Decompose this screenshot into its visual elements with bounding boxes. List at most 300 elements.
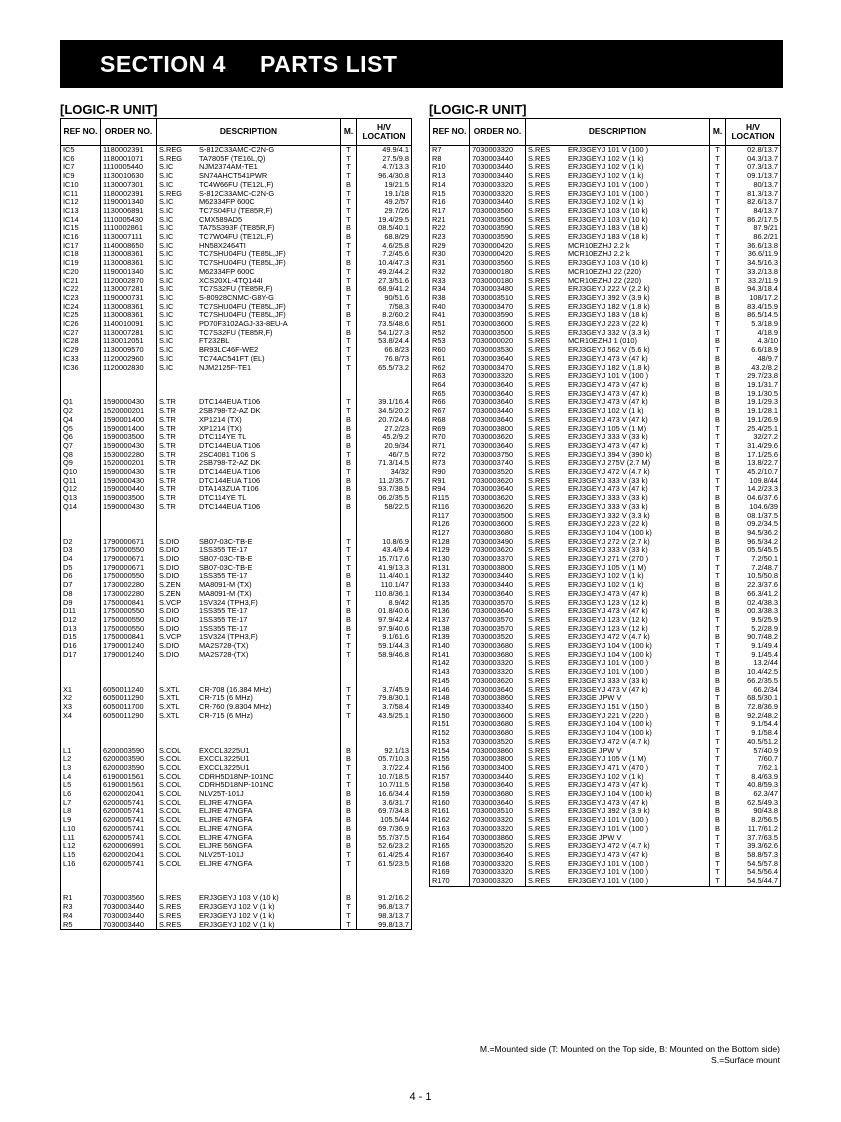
part-type: S.RES (528, 441, 551, 450)
table-row (430, 729, 781, 738)
order-no-cell: 6200005741 (101, 834, 157, 843)
location-cell: 13.8/22.7 (726, 459, 781, 468)
part-description: TA7805F (TE16L,Q) (199, 154, 266, 163)
part-type: S.RES (528, 346, 551, 355)
order-no-cell: 1730002280 (101, 581, 157, 590)
ref-no-cell (61, 868, 101, 877)
part-description: CR-715 (6 MHz) (199, 711, 253, 720)
order-no-cell: 1590003500 (101, 494, 157, 503)
table-row (61, 494, 412, 503)
mounted-side-cell: T (710, 694, 726, 703)
mounted-side-cell: T (710, 485, 726, 494)
ref-no-cell: X2 (61, 694, 101, 703)
part-type: S.RES (528, 415, 551, 424)
mounted-side-cell: B (710, 529, 726, 538)
location-cell: 68.9/41.2 (357, 285, 412, 294)
part-description: FT232BL (199, 337, 230, 346)
ref-no-cell: Q4 (61, 416, 101, 425)
description-cell (157, 285, 341, 294)
part-description: SB07-03C-TB-E (199, 563, 253, 572)
part-description: 1SS355 TE-17 (199, 572, 248, 581)
mounted-side-cell: B (341, 485, 357, 494)
mounted-side-cell: T (341, 346, 357, 355)
part-type: S.IC (159, 293, 174, 302)
mounted-side-cell: B (710, 633, 726, 642)
order-no-cell: 6200003590 (101, 747, 157, 756)
location-cell: 66.2/35.5 (726, 677, 781, 686)
part-type: S.RES (528, 494, 551, 503)
description-cell (526, 616, 710, 625)
table-row (430, 773, 781, 782)
part-type: S.RES (528, 598, 551, 607)
table-row (430, 599, 781, 608)
order-no-cell: 1130007111 (101, 233, 157, 242)
order-no-cell: 1180001071 (101, 155, 157, 164)
location-cell: 94.5/36.2 (726, 529, 781, 538)
description-cell (157, 442, 341, 451)
table-row (61, 738, 412, 747)
mounted-side-cell: B (341, 433, 357, 442)
order-no-cell: 7030003510 (470, 294, 526, 303)
mounted-side-cell (341, 659, 357, 668)
location-cell: 19/21.5 (357, 181, 412, 190)
description-cell (157, 921, 341, 930)
ref-no-cell: R138 (430, 625, 470, 634)
part-description: ERJ3GEYJ 102 V (1 k) (568, 572, 644, 581)
table-row (61, 599, 412, 608)
table-row (430, 468, 781, 477)
location-cell: 97.9/40.6 (357, 625, 412, 634)
location-cell: 09.2/34.5 (726, 520, 781, 529)
location-cell: 37.7/63.5 (726, 834, 781, 843)
table-row (430, 172, 781, 181)
order-no-cell: 7030003320 (470, 825, 526, 834)
location-cell: 3.7/22.4 (357, 764, 412, 773)
description-cell (157, 807, 341, 816)
ref-no-cell (61, 720, 101, 729)
part-type: S.ZEN (159, 581, 181, 590)
description-cell (526, 755, 710, 764)
part-description: ERJ3GEYJ 102 V (1 k) (568, 772, 644, 781)
location-cell: 53.8/24.4 (357, 337, 412, 346)
ref-no-cell: R51 (430, 320, 470, 329)
description-cell (526, 250, 710, 259)
order-no-cell: 6200005741 (101, 825, 157, 834)
ref-no-cell: R154 (430, 747, 470, 756)
order-no-cell: 1120002830 (101, 364, 157, 373)
description-cell (526, 581, 710, 590)
part-type: S.DIO (159, 555, 180, 564)
location-cell: 10.8/6.9 (357, 538, 412, 547)
table-row (61, 921, 412, 930)
ref-no-cell: R152 (430, 729, 470, 738)
table-row (430, 259, 781, 268)
part-description: ERJ3GEYJ 104 V (100 k) (568, 720, 652, 729)
order-no-cell: 7030003320 (470, 146, 526, 155)
description-cell (157, 877, 341, 886)
mounted-side-cell: T (710, 860, 726, 869)
table-row (61, 546, 412, 555)
mounted-side-cell: B (710, 303, 726, 312)
order-no-cell: 6050011290 (101, 712, 157, 721)
location-cell: 96.5/34.2 (726, 538, 781, 547)
part-description: ERJ3GEYJ 151 V (150 ) (568, 703, 649, 711)
table-row (61, 851, 412, 860)
ref-no-cell: R34 (430, 285, 470, 294)
ref-no-cell: R143 (430, 668, 470, 677)
part-description: DTA143ZUA T106 (199, 485, 259, 494)
part-description: ERJ3GEYJ 102 V (1 k) (568, 154, 644, 163)
description-cell (526, 868, 710, 877)
mounted-side-cell: B (710, 451, 726, 460)
order-no-cell: 1190000731 (101, 294, 157, 303)
order-no-cell: 7030003590 (470, 224, 526, 233)
mounted-side-cell: T (341, 451, 357, 460)
ref-no-cell: R70 (430, 433, 470, 442)
header-ref-no: REF NO. (430, 119, 470, 146)
part-type: S.RES (528, 528, 551, 537)
ref-no-cell: R7 (430, 146, 470, 155)
table-row (61, 381, 412, 390)
mounted-side-cell (341, 877, 357, 886)
location-cell: 43.5/25.1 (357, 712, 412, 721)
location-cell: 54.5/57.8 (726, 860, 781, 869)
part-description: ERJ3GEYJ 332 V (3.3 k) (568, 511, 650, 520)
part-type: S.RES (528, 537, 551, 546)
ref-no-cell: L9 (61, 816, 101, 825)
description-cell (526, 625, 710, 634)
order-no-cell: 7030003620 (470, 477, 526, 486)
order-no-cell: 6200005741 (101, 799, 157, 808)
description-cell (526, 677, 710, 686)
mounted-side-cell: T (710, 224, 726, 233)
description-cell (157, 337, 341, 346)
table-row (61, 172, 412, 181)
part-description: ERJ3GEYJ 102 V (1 k) (199, 920, 275, 929)
part-type: S.RES (528, 781, 551, 790)
part-type: S.IC (159, 285, 174, 294)
order-no-cell (101, 390, 157, 399)
part-type: S.DIO (159, 650, 180, 659)
mounted-side-cell: B (341, 494, 357, 503)
location-cell: 22.3/37.6 (726, 581, 781, 590)
order-no-cell: 7030003600 (470, 320, 526, 329)
table-row (61, 285, 412, 294)
part-type: S.TR (159, 424, 176, 433)
part-type: S.COL (159, 781, 182, 790)
table-row (430, 520, 781, 529)
ref-no-cell: D4 (61, 555, 101, 564)
location-cell: 09.1/13.7 (726, 172, 781, 181)
ref-no-cell: Q5 (61, 425, 101, 434)
ref-no-cell: R127 (430, 529, 470, 538)
ref-no-cell: R94 (430, 485, 470, 494)
description-cell (526, 442, 710, 451)
part-type: S.COL (159, 746, 182, 755)
table-row (430, 868, 781, 877)
order-no-cell: 7030003750 (470, 451, 526, 460)
description-cell (157, 355, 341, 364)
description-cell (157, 851, 341, 860)
table-row (61, 442, 412, 451)
table-row (61, 155, 412, 164)
ref-no-cell: R32 (430, 268, 470, 277)
location-cell: 31.4/29.6 (726, 442, 781, 451)
location-cell: 10.7/18.5 (357, 773, 412, 782)
location-cell: 54.5/56.4 (726, 868, 781, 877)
ref-no-cell: X4 (61, 712, 101, 721)
part-type: S.IC (159, 346, 174, 355)
ref-no-cell: R16 (430, 198, 470, 207)
ref-no-cell: IC7 (61, 163, 101, 172)
part-description: ELJRE 47NGFA (199, 859, 253, 868)
description-cell (526, 834, 710, 843)
part-description: ERJ3GEYJ 101 V (100 ) (568, 816, 649, 825)
location-cell: 96.8/13.7 (357, 903, 412, 912)
location-cell: 11.7/61.2 (726, 825, 781, 834)
mounted-side-cell: T (710, 834, 726, 843)
footnote-mounted-side: M.=Mounted side (T: Mounted on the Top side, B: Mounted on the Bottom side) (479, 1044, 780, 1054)
table-row (430, 494, 781, 503)
ref-no-cell: IC23 (61, 294, 101, 303)
description-cell (157, 903, 341, 912)
part-description: ERJ3GEYJ 123 V (12 k) (568, 598, 648, 607)
location-cell: 84/13.7 (726, 207, 781, 216)
section-title: PARTS LIST (260, 51, 398, 77)
part-description: EXCCL3225U1 (199, 746, 250, 755)
order-no-cell: 7030003640 (470, 799, 526, 808)
part-type: S.RES (528, 145, 551, 154)
description-cell (157, 242, 341, 251)
mounted-side-cell: T (341, 633, 357, 642)
part-type: S.IC (159, 198, 174, 207)
table-row (61, 355, 412, 364)
order-no-cell: 7030003440 (470, 163, 526, 172)
table-row (430, 720, 781, 729)
ref-no-cell: R163 (430, 825, 470, 834)
part-type: S.RES (528, 555, 551, 564)
description-cell (157, 155, 341, 164)
table-row (61, 590, 412, 599)
mounted-side-cell: B (710, 825, 726, 834)
description-cell (157, 207, 341, 216)
mounted-side-cell: T (341, 599, 357, 608)
description-cell (157, 398, 341, 407)
description-cell (526, 337, 710, 346)
order-no-cell: 7030003860 (470, 834, 526, 843)
ref-no-cell: R66 (430, 398, 470, 407)
order-no-cell (101, 512, 157, 521)
mounted-side-cell: T (710, 477, 726, 486)
mounted-side-cell: T (710, 564, 726, 573)
table-row (430, 190, 781, 199)
part-type: S.RES (528, 154, 551, 163)
location-cell: 86.2/17.5 (726, 216, 781, 225)
order-no-cell: 7030003340 (470, 703, 526, 712)
part-description: ERJ3GEYJ 222 V (2.2 k) (568, 285, 650, 294)
part-type: S.IC (159, 311, 174, 320)
location-cell: 19.1/31.7 (726, 381, 781, 390)
part-description: 1SV324 (TPH3,F) (199, 633, 258, 642)
ref-no-cell: D8 (61, 590, 101, 599)
location-cell: 19.1/30.5 (726, 390, 781, 399)
ref-no-cell: R136 (430, 607, 470, 616)
description-cell (157, 468, 341, 477)
location-cell: 105.5/44 (357, 816, 412, 825)
mounted-side-cell: B (710, 294, 726, 303)
table-row (430, 503, 781, 512)
ref-no-cell: D9 (61, 599, 101, 608)
description-cell (157, 277, 341, 286)
order-no-cell: 7030003640 (470, 398, 526, 407)
table-row (430, 207, 781, 216)
ref-no-cell: IC15 (61, 224, 101, 233)
part-type: S.RES (528, 337, 551, 346)
table-row (61, 703, 412, 712)
part-description: ERJ3GEYJ 183 V (18 k) (568, 233, 648, 242)
ref-no-cell: L11 (61, 834, 101, 843)
order-no-cell: 7030003800 (470, 564, 526, 573)
location-cell: 00.3/38.3 (726, 607, 781, 616)
part-description: ERJ3GEYJ 333 V (33 k) (568, 433, 648, 442)
location-cell: 02.8/13.7 (726, 146, 781, 155)
location-cell (357, 677, 412, 686)
part-type: S.IC (159, 241, 174, 250)
part-description: TC74AC541FT (EL) (199, 354, 265, 363)
mounted-side-cell: T (710, 242, 726, 251)
description-cell (157, 512, 341, 521)
order-no-cell: 1730002280 (101, 590, 157, 599)
ref-no-cell: R158 (430, 781, 470, 790)
part-description: 2SC4081 T106 S (199, 450, 256, 459)
order-no-cell: 7030003620 (470, 503, 526, 512)
ref-no-cell: D6 (61, 572, 101, 581)
mounted-side-cell: B (341, 224, 357, 233)
ref-no-cell: R134 (430, 590, 470, 599)
header-description: DESCRIPTION (157, 119, 341, 146)
location-cell: 04.3/13.7 (726, 155, 781, 164)
part-type: S.COL (159, 850, 182, 859)
ref-no-cell (61, 738, 101, 747)
part-type: S.TR (159, 433, 176, 442)
table-row (61, 555, 412, 564)
part-description: ERJ3GEYJ 473 V (47 k) (568, 389, 648, 398)
part-description: ELJRE 56NGFA (199, 842, 253, 851)
order-no-cell: 7030003600 (470, 520, 526, 529)
unit-title: [LOGIC-R UNIT] (60, 102, 158, 117)
part-description: EXCCL3225U1 (199, 755, 250, 764)
table-row (430, 268, 781, 277)
order-no-cell: 6200002041 (101, 851, 157, 860)
ref-no-cell: L7 (61, 799, 101, 808)
description-cell (157, 320, 341, 329)
mounted-side-cell: T (710, 181, 726, 190)
order-no-cell: 1750000841 (101, 599, 157, 608)
ref-no-cell: L8 (61, 807, 101, 816)
location-cell: 19.4/29.5 (357, 216, 412, 225)
description-cell (526, 512, 710, 521)
order-no-cell: 1750000550 (101, 546, 157, 555)
part-description: ERJ3GEYJ 223 V (22 k) (568, 320, 648, 329)
location-cell (357, 529, 412, 538)
table-row (430, 390, 781, 399)
order-no-cell: 7030003680 (470, 642, 526, 651)
ref-no-cell: R69 (430, 425, 470, 434)
ref-no-cell: R129 (430, 546, 470, 555)
table-row (430, 198, 781, 207)
table-row (430, 860, 781, 869)
table-row (61, 390, 412, 399)
order-no-cell: 1140008650 (101, 242, 157, 251)
part-type: S.RES (528, 676, 551, 685)
order-no-cell: 7030003570 (470, 616, 526, 625)
order-no-cell: 6200002041 (101, 790, 157, 799)
mounted-side-cell: T (341, 903, 357, 912)
ref-no-cell: R4 (61, 912, 101, 921)
part-description: ERJ3GEYJ 103 V (10 k) (568, 206, 648, 215)
mounted-side-cell: T (341, 268, 357, 277)
location-cell: 20.9/34 (357, 442, 412, 451)
location-cell: 07.3/13.7 (726, 163, 781, 172)
mounted-side-cell: B (710, 538, 726, 547)
order-no-cell: 7030003320 (470, 190, 526, 199)
part-type: S.XTL (159, 703, 180, 711)
mounted-side-cell: T (341, 686, 357, 695)
location-cell: 39.1/16.4 (357, 398, 412, 407)
ref-no-cell: R146 (430, 686, 470, 695)
mounted-side-cell: T (341, 216, 357, 225)
part-type: S.RES (528, 868, 551, 877)
part-type: S.REG (159, 189, 182, 198)
description-cell (157, 425, 341, 434)
mounted-side-cell: T (341, 320, 357, 329)
part-description: XP1214 (TX) (199, 415, 242, 424)
table-row (61, 364, 412, 373)
part-type: S.RES (528, 842, 551, 851)
mounted-side-cell: B (710, 703, 726, 712)
part-description: CR-708 (16.384 MHz) (199, 685, 272, 694)
part-description: TA75S393F (TE85R,F) (199, 224, 275, 233)
description-cell (526, 816, 710, 825)
part-type: S.TR (159, 476, 176, 485)
table-row (61, 894, 412, 903)
location-cell: 69.7/34.8 (357, 807, 412, 816)
table-row (430, 816, 781, 825)
order-no-cell: 7030003570 (470, 625, 526, 634)
part-type: S.TR (159, 494, 176, 503)
mounted-side-cell: T (341, 781, 357, 790)
part-description: NLV25T-101J (199, 790, 244, 799)
table-row (61, 538, 412, 547)
mounted-side-cell: T (341, 207, 357, 216)
location-cell: 73.5/48.6 (357, 320, 412, 329)
part-type: S.RES (528, 659, 551, 668)
description-cell (526, 747, 710, 756)
description-cell (526, 364, 710, 373)
description-cell (157, 233, 341, 242)
part-description: ELJRE 47NGFA (199, 807, 253, 816)
order-no-cell: 7030003640 (470, 686, 526, 695)
part-type: S.IC (159, 302, 174, 311)
order-no-cell (101, 877, 157, 886)
table-row (430, 642, 781, 651)
part-description: TC7SHU04FU (TE85L,JF) (199, 259, 286, 268)
table-row (430, 834, 781, 843)
description-cell (157, 799, 341, 808)
description-cell (526, 590, 710, 599)
part-description: CR-760 (9.8304 MHz) (199, 703, 272, 711)
ref-no-cell: R156 (430, 764, 470, 773)
